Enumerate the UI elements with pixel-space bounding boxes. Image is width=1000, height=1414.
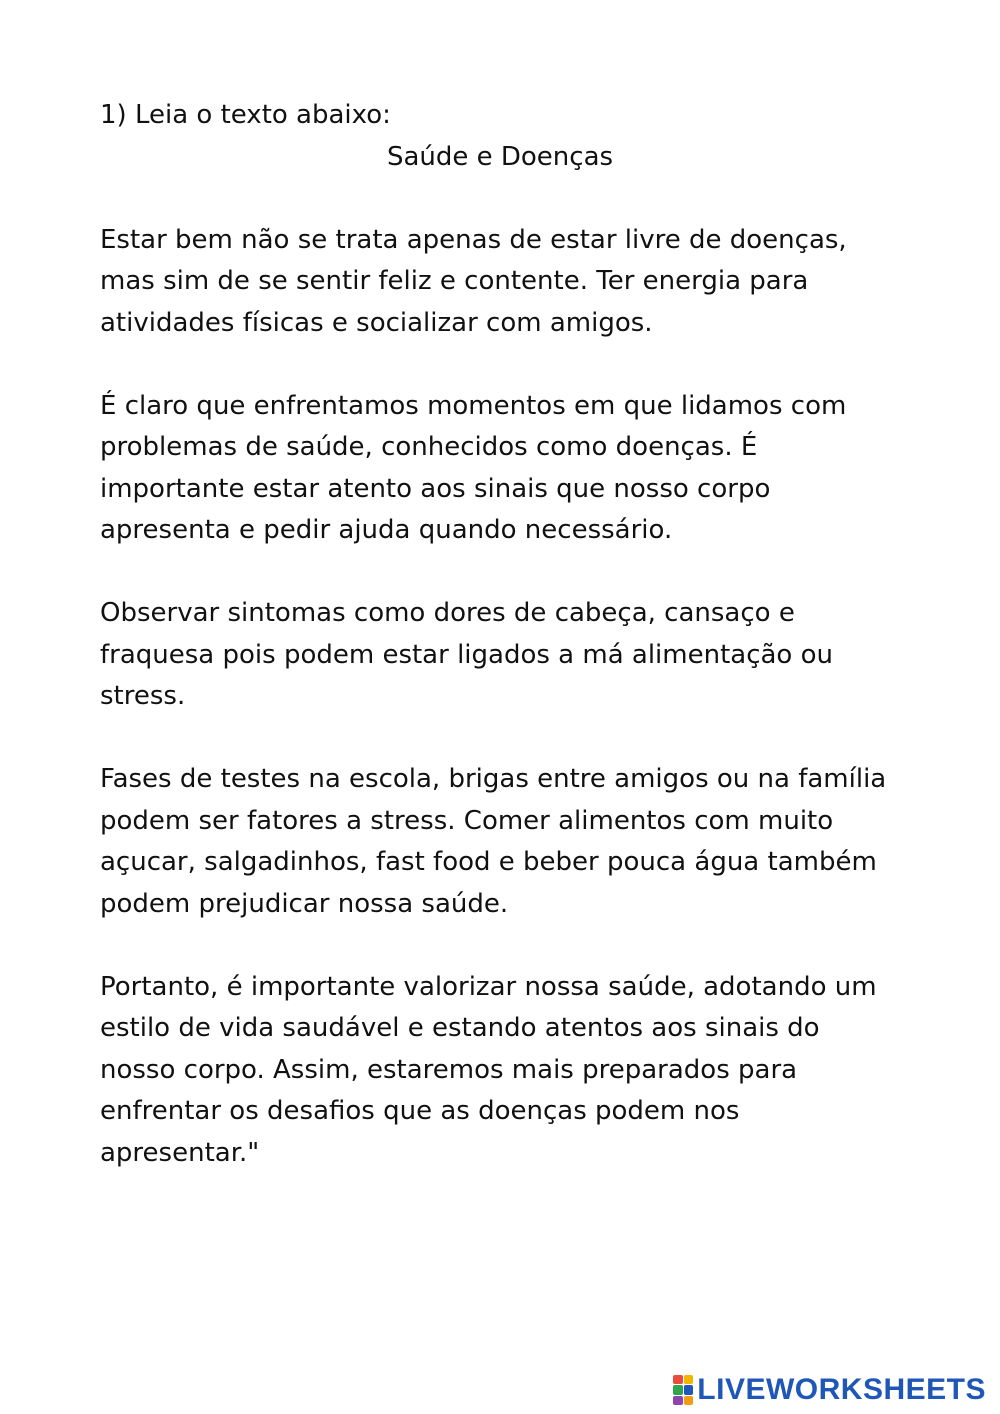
logo-mark-tile bbox=[673, 1396, 683, 1405]
worksheet-content bbox=[100, 95, 920, 1174]
liveworksheets-logo[interactable] bbox=[673, 1372, 986, 1408]
paragraph-line: Portanto, é importante valorizar nossa saúde, adotando um bbox=[100, 971, 877, 1002]
logo-mark-tile bbox=[684, 1375, 694, 1384]
paragraph-line: Fases de testes na escola, brigas entre amigos ou na família bbox=[100, 764, 887, 794]
instruction-text: 1) Leia o texto abaixo: bbox=[100, 100, 391, 130]
paragraph-line: Estar bem não se trata apenas de estar livre de doenças, bbox=[100, 224, 847, 255]
paragraph-line: É claro que enfrentamos momentos em que lidamos com bbox=[100, 390, 847, 421]
text-title: Saúde e Doenças bbox=[386, 141, 614, 172]
logo-text: LIVEWORKSHEETS bbox=[697, 1373, 986, 1406]
paragraph-line: açucar, salgadinhos, fast food e beber pouca água também bbox=[100, 847, 877, 877]
paragraph-line: apresenta e pedir ajuda quando necessário. bbox=[100, 515, 673, 545]
paragraph-3 bbox=[100, 593, 920, 718]
paragraph-line: apresentar." bbox=[100, 1137, 260, 1168]
paragraph-line: nosso corpo. Assim, estaremos mais preparados para bbox=[100, 1054, 798, 1085]
logo-mark-tile bbox=[684, 1385, 694, 1394]
paragraph-line: stress. bbox=[100, 681, 186, 711]
paragraph-line: enfrentar os desafios que as doenças podem nos bbox=[100, 1096, 740, 1126]
paragraph-line: problemas de saúde, conhecidos como doenças. É bbox=[100, 432, 758, 462]
paragraph-1 bbox=[100, 220, 920, 345]
paragraph-line: Observar sintomas como dores de cabeça, cansaço e bbox=[100, 598, 795, 628]
paragraph-4 bbox=[100, 759, 920, 925]
logo-mark-tile bbox=[673, 1375, 683, 1384]
paragraph-5 bbox=[100, 967, 920, 1175]
paragraph-line: atividades físicas e socializar com amigos. bbox=[100, 307, 653, 338]
paragraph-line: estilo de vida saudável e estando atentos aos sinais do bbox=[100, 1013, 820, 1043]
logo-mark-tile bbox=[673, 1385, 683, 1394]
paragraph-line: podem prejudicar nossa saúde. bbox=[100, 888, 509, 919]
paragraph-line: podem ser fatores a stress. Comer alimentos com muito bbox=[100, 805, 834, 836]
paragraph-2 bbox=[100, 386, 920, 552]
logo-mark-tile bbox=[684, 1396, 694, 1405]
liveworksheets-logo-icon bbox=[673, 1375, 693, 1405]
paragraph-line: mas sim de se sentir feliz e contente. Ter energia para bbox=[100, 266, 809, 296]
paragraph-line: importante estar atento aos sinais que nosso corpo bbox=[100, 473, 771, 504]
paragraph-line: fraquesa pois podem estar ligados a má alimentação ou bbox=[100, 639, 833, 670]
